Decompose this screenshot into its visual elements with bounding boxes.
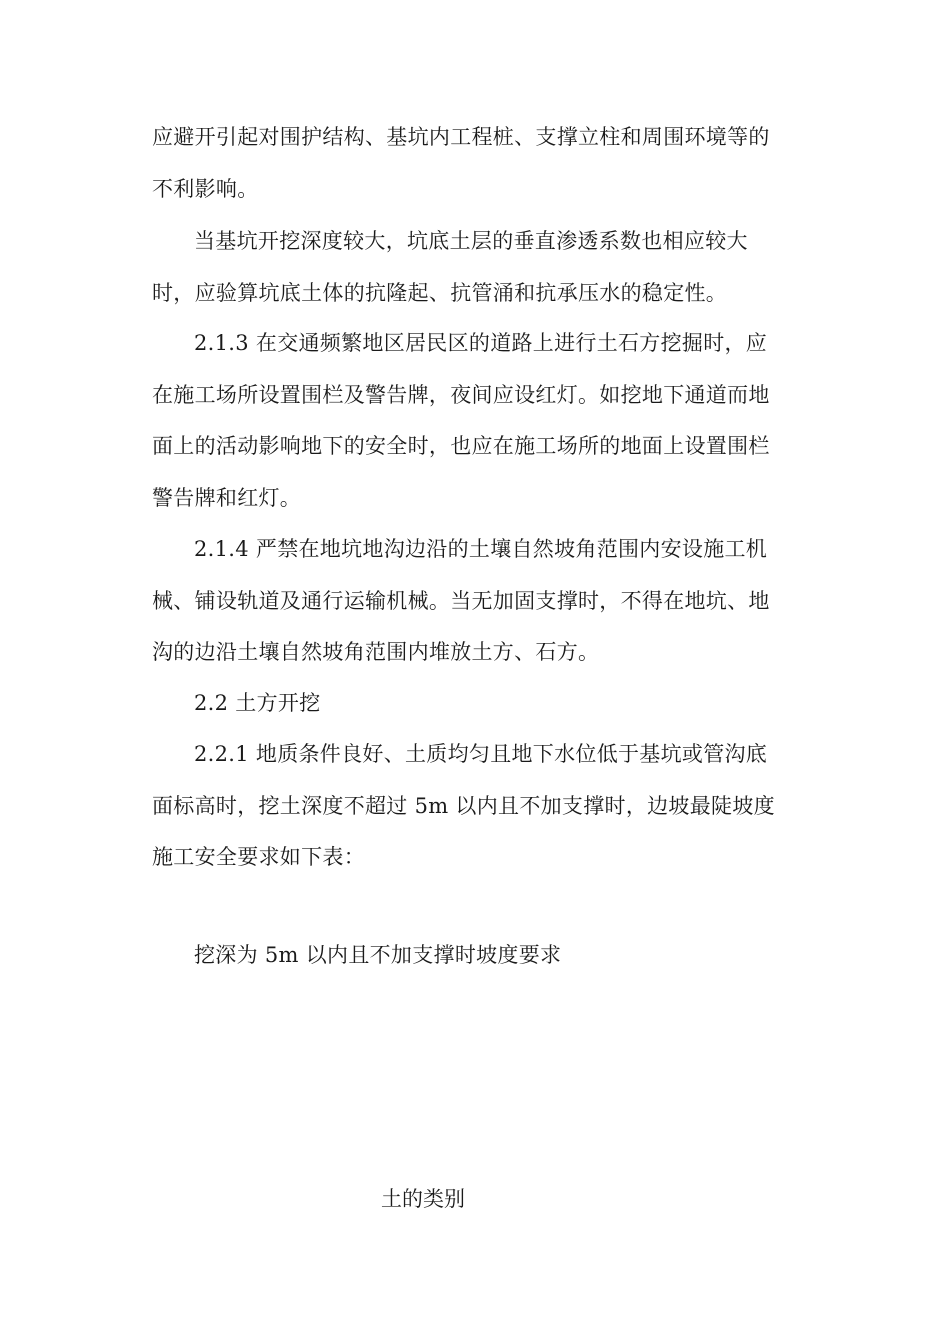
table-header-soil-type: 土的类别 [381,1187,465,1211]
paragraph-line: 面标高时，挖土深度不超过 5m 以内且不加支撑时，边坡最陡坡度 [152,794,775,818]
section-heading-2-2: 2.2 土方开挖 [194,691,321,715]
paragraph-line: 沟的边沿土壤自然坡角范围内堆放土方、石方。 [152,640,600,664]
paragraph-line: 不利影响。 [152,177,259,201]
section-2-1-3-line: 2.1.3 在交通频繁地区居民区的道路上进行土石方挖掘时，应 [194,331,768,355]
section-2-2-1-line: 2.2.1 地质条件良好、土质均匀且地下水位低于基坑或管沟底 [194,742,768,766]
paragraph-line: 械、铺设轨道及通行运输机械。当无加固支撑时，不得在地坑、地 [152,589,770,613]
paragraph-line: 当基坑开挖深度较大，坑底土层的垂直渗透系数也相应较大 [194,229,748,253]
paragraph-line: 应避开引起对围护结构、基坑内工程桩、支撑立柱和周围环境等的 [152,125,770,149]
paragraph-line: 面上的活动影响地下的安全时，也应在施工场所的地面上设置围栏 [152,434,770,458]
paragraph-line: 警告牌和红灯。 [152,486,302,510]
table-caption: 挖深为 5m 以内且不加支撑时坡度要求 [194,943,562,967]
paragraph-line: 施工安全要求如下表： [152,845,365,869]
paragraph-line: 在施工场所设置围栏及警告牌，夜间应设红灯。如挖地下通道而地 [152,383,770,407]
paragraph-line: 时，应验算坑底土体的抗隆起、抗管涌和抗承压水的稳定性。 [152,281,728,305]
section-2-1-4-line: 2.1.4 严禁在地坑地沟边沿的土壤自然坡角范围内安设施工机 [194,537,768,561]
